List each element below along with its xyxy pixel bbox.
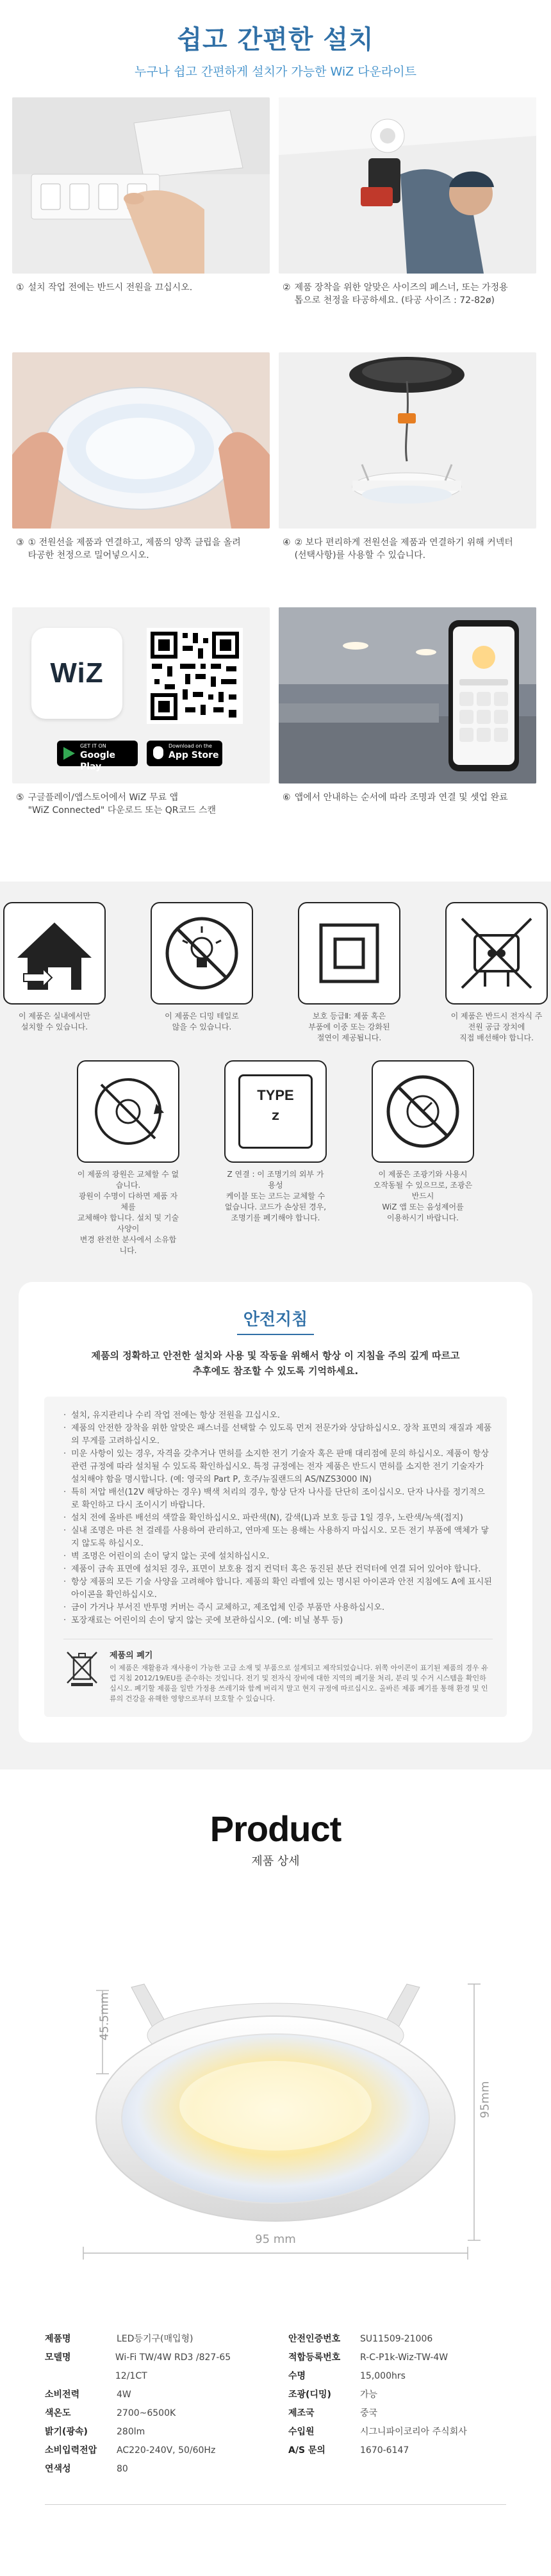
wiz-app-icon xyxy=(31,628,122,719)
step-5-app-download xyxy=(12,607,270,783)
google-play-icon xyxy=(63,747,75,760)
safety-rule: · 포장재료는 어린이의 손이 닿지 않는 곳에 보관하십시오. (예: 비닐 봉투 등) xyxy=(63,1614,493,1627)
safety-icon-class-2 xyxy=(298,902,400,1044)
step-number: ④ xyxy=(283,537,291,548)
spec-table xyxy=(0,2260,551,2504)
installation-title: 쉽고 간편한 설치 xyxy=(177,25,374,54)
step-number: ① xyxy=(16,283,24,293)
app-store-badge[interactable] xyxy=(147,741,222,766)
safety-rule: · 설치, 유지관리나 수리 작업 전에는 항상 전원을 끄십시오. xyxy=(63,1409,493,1422)
step-1-text: 설치 작업 전에는 반드시 전원을 끄십시오. xyxy=(28,283,193,293)
spec-value: 2700~6500K xyxy=(117,2408,176,2418)
spec-key: 연색성 xyxy=(45,2464,71,2474)
spec-key: 제품명 xyxy=(45,2334,71,2344)
safety-icon-text: 없습니다. 코드가 손상된 경우, xyxy=(224,1202,327,1211)
safety-icon-indoor xyxy=(3,902,106,1044)
installation-subtitle: 누구나 쉽고 간편하게 설치가 가능한 WiZ 다운라이트 xyxy=(135,65,416,79)
spec-key: 조광(디밍) xyxy=(288,2390,331,2400)
step-number: ② xyxy=(283,283,291,293)
safety-guide-title: 안전지침 xyxy=(243,1310,308,1329)
qr-code xyxy=(147,628,243,726)
step-2 xyxy=(279,97,536,352)
installation-header xyxy=(0,0,551,79)
safety-icon-text: 이 제품은 디밍 테일로 xyxy=(165,1012,239,1021)
safety-rule: · 설치 전에 올바른 배선의 색깔을 확인하십시오. 파란색(N), 갈색(L)과 보호 등급 1일 경우, 노란색/녹색(접지) xyxy=(63,1512,493,1525)
step-6 xyxy=(279,607,536,862)
google-play-badge[interactable] xyxy=(57,741,138,772)
spec-row xyxy=(288,2423,506,2441)
lead-line: 추후에도 참조할 수 있도록 기억하세요. xyxy=(192,1365,359,1377)
safety-icon-text: 이 제품은 조광기와 사용시 xyxy=(378,1170,468,1179)
badge-small-text: GET IT ON xyxy=(80,743,106,749)
spec-value: 중국 xyxy=(360,2408,378,2418)
spec-row xyxy=(288,2386,506,2404)
safety-icon-text: WiZ 앱 또는 음성제어를 xyxy=(382,1202,464,1211)
badge-big-text: Google Play xyxy=(80,750,116,772)
step-2-photo-drilling xyxy=(279,97,536,274)
spec-row xyxy=(288,2330,506,2349)
safety-rule: · 벽 조명은 어린이의 손이 닿지 않는 곳에 설치하십시오. xyxy=(63,1550,493,1563)
safety-icons-section xyxy=(0,882,551,1282)
disposal-title: 제품의 폐기 xyxy=(110,1651,153,1661)
spec-row xyxy=(288,2349,506,2367)
disposal-info xyxy=(63,1639,493,1704)
safety-icon-text: 직접 배선해야 합니다. xyxy=(459,1033,534,1042)
no-dimmer-switch-icon xyxy=(372,1060,474,1163)
safety-icon-text: 않을 수 있습니다. xyxy=(172,1022,232,1031)
safety-icon-text: 변경 완전한 분사에서 소유합니다. xyxy=(79,1235,177,1255)
spec-key: 색온도 xyxy=(45,2408,71,2418)
step-1-photo-switch-off xyxy=(12,97,270,274)
safety-rules-box xyxy=(44,1397,507,1717)
safety-rule: · 제품의 안전한 장착을 위한 알맞은 패스너를 선택할 수 있도록 먼저 전문가와 상담하십시오. 장착 표면의 재질과 제품의 무게를 고려하십시오. xyxy=(63,1422,493,1448)
safety-icon-text: 이 제품은 반드시 전자식 주 xyxy=(450,1012,543,1021)
safety-icon-no-switch xyxy=(445,902,548,1044)
type-z-letter: Z xyxy=(272,1110,279,1122)
wiz-logo: WiZ xyxy=(50,657,104,689)
spec-row xyxy=(288,2404,506,2423)
disposal-text: 이 제품은 재활용과 재사용이 가능한 고급 소재 및 부품으로 설계되고 제작되었습니다. 위쪽 아이콘이 표기된 제품의 경우 유럽 지침 2012/19/EU를 준수하는 것입니다. 전기 및 전자식 장비에 대한 지역의 폐기물 처리, 분리 및 수거 시스템을 확인하십시오. 폐기할 제품을 일반 가정용 쓰레기와 함께 버리지 말고 현지 규정에 따르십시오. 올바른 제품 폐기를 통해 환경 및 인류의 건강을 유해한 영향으로부터 보호할 수 있습니다. xyxy=(110,1664,488,1703)
no-dimmer-icon xyxy=(151,902,253,1005)
step-4-text-line: (선택사항)를 사용할 수 있습니다. xyxy=(294,550,426,561)
safety-guide-card xyxy=(19,1282,532,1743)
step-5 xyxy=(12,607,270,862)
spec-key: 수입원 xyxy=(288,2427,315,2437)
spec-value: 시그니파이코리아 주식회사 xyxy=(360,2427,467,2437)
spec-value: 80 xyxy=(117,2464,128,2474)
safety-icon-text: 전원 공급 장치에 xyxy=(468,1022,525,1031)
spec-column-right xyxy=(288,2330,506,2479)
product-dimension-figure xyxy=(0,1882,551,2260)
product-header xyxy=(0,1769,551,1869)
step-5-text-line: 구글플레이/앱스토어에서 WiZ 무료 앱 xyxy=(28,792,178,803)
type-label: TYPE xyxy=(257,1087,294,1103)
safety-icon-text: Z 연결 : 이 조명기의 외부 가용성 xyxy=(227,1170,324,1190)
step-4-text-line: ② 보다 편리하게 전원선을 제품과 연결하기 위해 커넥터 xyxy=(294,537,513,548)
step-6-text: 앱에서 안내하는 순서에 따라 조명과 연결 및 셋업 완료 xyxy=(294,792,508,803)
spec-key: 적합등록번호 xyxy=(288,2352,341,2363)
badge-small-text: Download on the xyxy=(169,743,212,749)
step-3-text-line: ① 전원선을 제품과 연결하고, 제품의 양쪽 클립을 올려 xyxy=(28,537,241,548)
spec-value: 4W xyxy=(117,2390,131,2400)
safety-icons-row-2 xyxy=(0,1060,551,1256)
spec-key: 소비전력 xyxy=(45,2390,80,2400)
spec-row xyxy=(288,2441,506,2460)
step-6-caption xyxy=(279,783,536,804)
safety-icon-text: 이 제품의 광원은 교체할 수 없습니다. xyxy=(77,1170,179,1190)
safety-icon-text: 교체해야 합니다. 설치 및 기술 사양이 xyxy=(77,1213,179,1233)
spec-key: 안전인증번호 xyxy=(288,2334,341,2344)
step-5-text-line: "WiZ Connected" 다운로드 또는 QR코드 스캔 xyxy=(28,805,217,816)
safety-guide-section xyxy=(0,1282,551,1769)
spec-key: A/S 문의 xyxy=(288,2445,325,2456)
spec-value: Wi-Fi TW/4W RD3 /827-65 12/1CT xyxy=(115,2352,231,2381)
safety-guide-lead xyxy=(44,1348,507,1379)
step-4-photo-connector xyxy=(279,352,536,529)
safety-icon-text: 부품에 이중 또는 강화된 xyxy=(308,1022,390,1031)
step-4-caption xyxy=(279,529,536,562)
safety-rule: · 실내 조명은 마른 천 걸레를 사용하여 관리하고, 연마제 또는 용해는 사용하지 마십시오. 모든 전기 부품에 액체가 닿지 않도록 하십시오. xyxy=(63,1525,493,1550)
spec-value: SU11509-21006 xyxy=(360,2334,433,2344)
spec-row xyxy=(45,2404,263,2423)
safety-icons-row-1 xyxy=(0,902,551,1044)
step-3-caption xyxy=(12,529,270,562)
step-number: ③ xyxy=(16,537,24,548)
spec-value: 가능 xyxy=(360,2390,378,2400)
step-2-caption xyxy=(279,274,536,307)
spec-value: 1670-6147 xyxy=(360,2445,409,2456)
safety-icon-no-dimmer-switch xyxy=(372,1060,474,1256)
safety-rule: · 특히 저압 배선(12V 해당하는 경우) 백색 처리의 경우, 항상 단자 나사를 단단히 조이십시오. 단자 나사를 정기적으로 확인하고 다시 조이시기 바랍니다. xyxy=(63,1486,493,1512)
safety-icon-text: 광원이 수명이 다하면 제품 자체를 xyxy=(78,1192,178,1211)
step-2-text-line: 톱으로 천정을 타공하세요. (타공 사이즈 : 72-82ø) xyxy=(294,295,495,306)
badge-big-text: App Store xyxy=(169,750,219,760)
step-number: ⑤ xyxy=(16,792,24,803)
spec-value: R-C-P1k-Wiz-TW-4W xyxy=(360,2352,448,2363)
step-6-photo-app-setup xyxy=(279,607,536,783)
step-1 xyxy=(12,97,270,352)
safety-rule: · 제품이 금속 표면에 설치된 경우, 표면이 보호용 접지 컨덕터 혹은 동진된 분단 컨덕터에 연결 되어 있어야 합니다. xyxy=(63,1563,493,1576)
lead-line: 제품의 정확하고 안전한 설치와 사용 및 작동을 위해서 항상 이 지침을 주의 깊게 따르고 xyxy=(91,1350,460,1361)
step-1-caption xyxy=(12,274,270,294)
safety-icon-text: 조명기를 폐기해야 합니다. xyxy=(231,1213,320,1222)
step-4 xyxy=(279,352,536,607)
spec-row xyxy=(288,2367,506,2386)
dimension-height-label: 45.5mm xyxy=(97,1992,111,2041)
safety-icon-text: 절연이 제공됩니다. xyxy=(317,1033,382,1042)
step-3-text-line: 타공한 천정으로 밀어넣으시오. xyxy=(28,550,149,561)
safety-icon-text: 이용하시기 바랍니다. xyxy=(387,1213,459,1222)
title-underline xyxy=(237,1334,314,1335)
dimension-depth-label: 95mm xyxy=(478,2081,492,2119)
safety-icon-text: 케이블 또는 코드는 교체할 수 xyxy=(226,1192,325,1201)
safety-icon-text: 오작동될 수 있으므로, 조광은 반드시 xyxy=(373,1181,473,1201)
apple-icon xyxy=(153,746,163,759)
type-z-icon xyxy=(224,1060,327,1163)
safety-icon-text: 이 제품은 실내에서만 xyxy=(19,1012,90,1021)
spec-value: 280lm xyxy=(117,2427,145,2437)
safety-icon-type-z xyxy=(224,1060,327,1256)
spec-key: 제조국 xyxy=(288,2408,315,2418)
indoor-house-icon xyxy=(3,902,106,1005)
spec-key: 모델명 xyxy=(45,2352,71,2363)
double-insulation-icon xyxy=(298,902,400,1005)
spec-key: 밝기(광속) xyxy=(45,2427,88,2437)
safety-rules-list xyxy=(63,1409,493,1627)
product-subtitle: 제품 상세 xyxy=(251,1855,300,1868)
spec-key: 수명 xyxy=(288,2371,306,2381)
spec-column-left xyxy=(45,2330,263,2479)
step-3 xyxy=(12,352,270,607)
spec-row xyxy=(45,2460,263,2479)
crossed-bin-icon xyxy=(63,1648,101,1687)
spec-value: LED등기구(매입형) xyxy=(117,2334,193,2344)
no-switch-icon xyxy=(445,902,548,1005)
spec-row xyxy=(45,2386,263,2404)
product-title: Product xyxy=(210,1809,341,1849)
dimension-width-label: 95 mm xyxy=(243,2233,308,2246)
spec-value: AC220-240V, 50/60Hz xyxy=(117,2445,216,2456)
no-light-replace-icon xyxy=(77,1060,179,1163)
safety-rule: · 금이 가거나 부서진 반투명 커버는 즉시 교체하고, 제조업체 인증 부품만 사용하십시오. xyxy=(63,1602,493,1614)
bottom-spacer xyxy=(0,2505,551,2531)
step-5-caption xyxy=(12,783,270,817)
safety-rule: · 미운 사항이 있는 경우, 자격을 갖추거나 면허를 소지한 전기 기술자 혹은 판매 대리점에 문의 하십시오. 제품이 항상 관련 규정에 따라 설치될 수 있도록 확인하십시오. 특정 규정에는 전자 제품은 반드시 면허를 소지한 전기 기술자가 설치해야 함을 명시합니다. (예: 영국의 Part P, 호주/뉴질랜드의 AS/NZS3000 IN) xyxy=(63,1448,493,1486)
spec-row xyxy=(45,2349,263,2386)
safety-icon-text: 보호 등급Ⅱ: 제품 혹은 xyxy=(312,1012,386,1021)
spec-row xyxy=(45,2423,263,2441)
safety-icon-no-replace xyxy=(77,1060,179,1256)
step-number: ⑥ xyxy=(283,792,291,803)
spec-key: 소비입력전압 xyxy=(45,2445,97,2456)
spec-row xyxy=(45,2330,263,2349)
spec-value: 15,000hrs xyxy=(360,2371,406,2381)
step-3-photo-insert xyxy=(12,352,270,529)
safety-icon-no-dimmer xyxy=(151,902,253,1044)
safety-icon-text: 설치할 수 있습니다. xyxy=(21,1022,88,1031)
installation-steps xyxy=(0,79,551,862)
safety-rule: · 항상 제품의 모든 기술 사양을 고려해야 합니다. 제품의 확인 라벨에 있는 명시된 아이콘과 안전 지침에도 A에 표시된 아이콘을 확인하십시오. xyxy=(63,1576,493,1602)
spec-row xyxy=(45,2441,263,2460)
step-2-text-line: 제품 장착을 위한 알맞은 사이즈의 페스너, 또는 가정용 xyxy=(294,283,508,293)
